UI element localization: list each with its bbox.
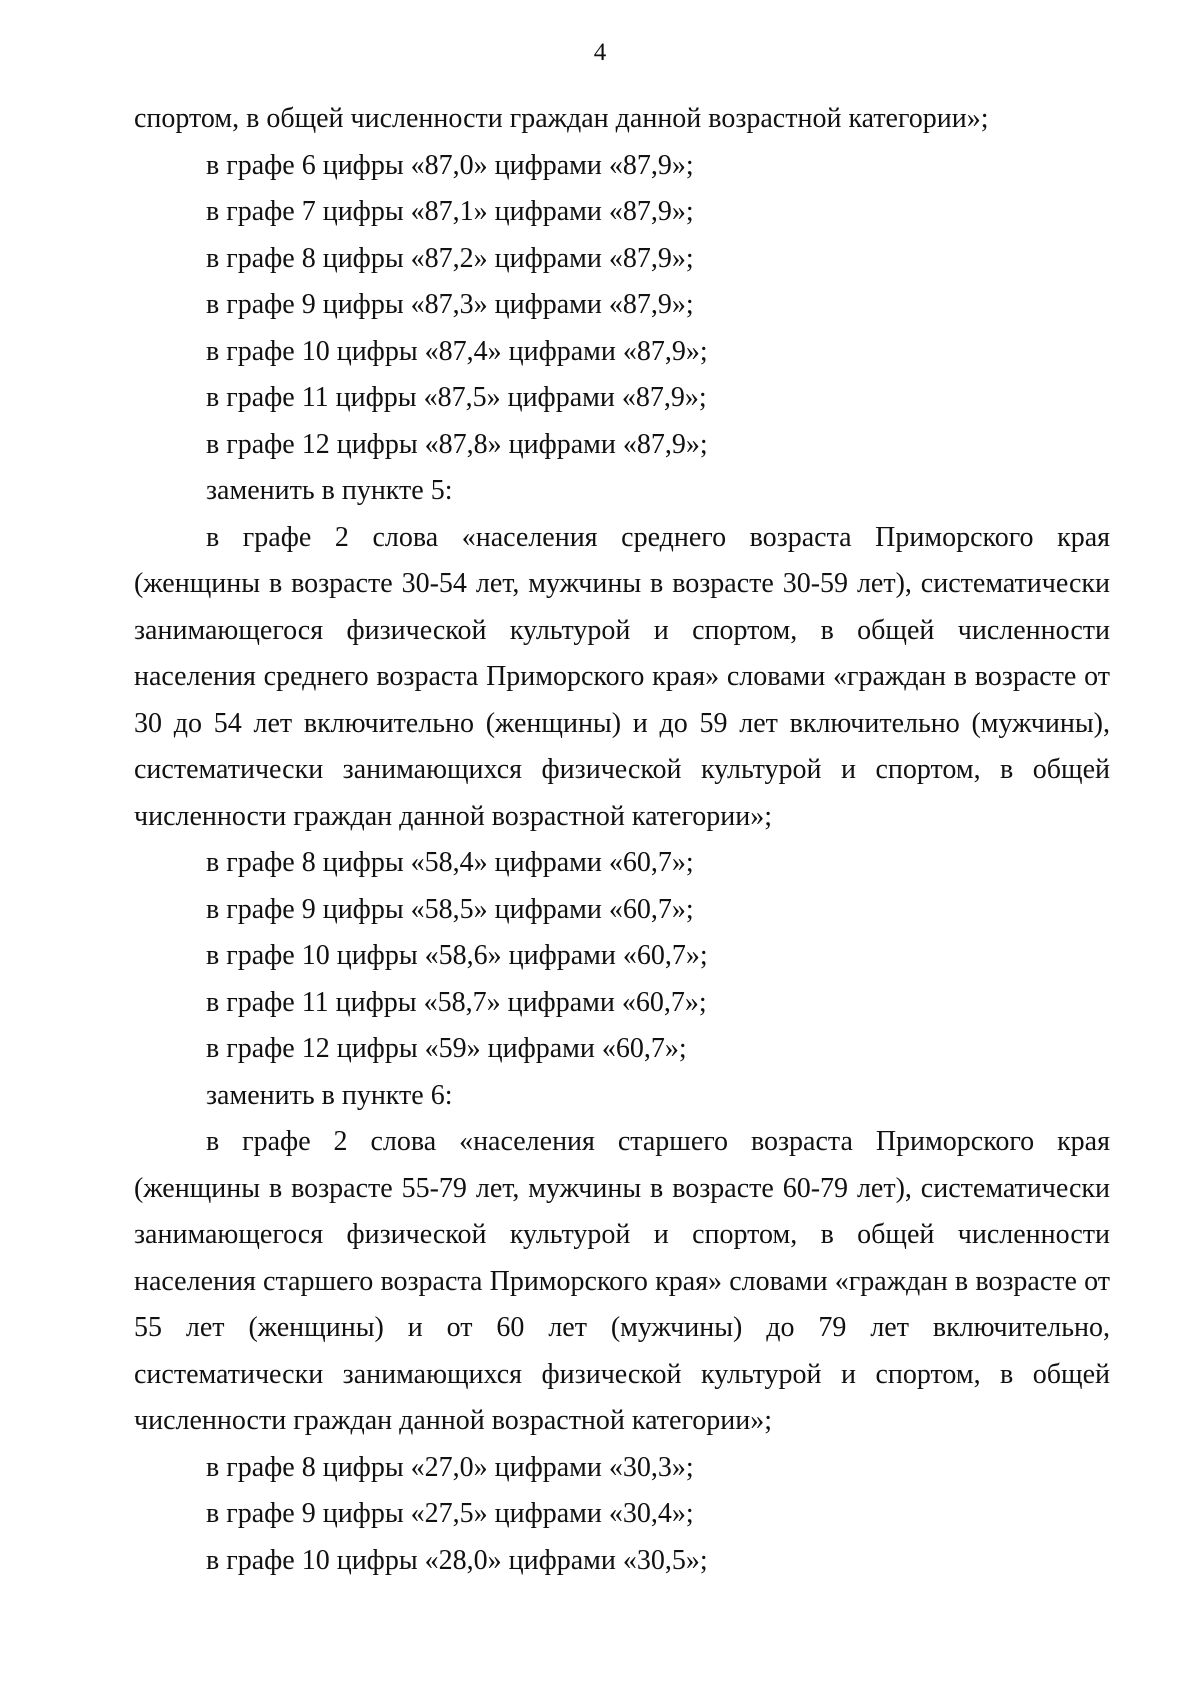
amendment-line: в графе 10 цифры «28,0» цифрами «30,5»; xyxy=(206,1544,708,1576)
amendment-paragraph: в графе 2 слова «населения среднего возраста Приморского края (женщины в возрасте 30-54 лет, мужчины в возрасте 30-59 лет), систематически занимающегося физической культурой и спортом, в общей численности населения среднего возраста Приморского края» словами «граждан в возрасте от 30 до 54 лет включительно (женщины) и до 59 лет включительно (мужчины), систематически занимающихся физической культурой и спортом, в общей численности граждан данной возрастной категории»; xyxy=(134,521,1110,832)
document-body xyxy=(134,96,1110,1584)
amendment-line: в графе 12 цифры «87,8» цифрами «87,9»; xyxy=(206,428,708,460)
amendment-line: в графе 9 цифры «58,5» цифрами «60,7»; xyxy=(206,893,694,925)
amendment-line: в графе 11 цифры «58,7» цифрами «60,7»; xyxy=(206,986,707,1018)
amendment-line: в графе 9 цифры «27,5» цифрами «30,4»; xyxy=(206,1498,694,1529)
amendment-paragraph: в графе 2 слова «населения старшего возраста Приморского края (женщины в возрасте 55-79 лет, мужчины в возрасте 60-79 лет), систематически занимающегося физической культурой и спортом, в общей численности населения старшего возраста Приморского края» словами «граждан в возрасте от 55 лет (женщины) и от 60 лет (мужчины) до 79 лет включительно, систематически занимающихся физической культурой и спортом, в общей численности граждан данной возрастной категории»; xyxy=(134,1126,1110,1436)
amendment-line: в графе 7 цифры «87,1» цифрами «87,9»; xyxy=(206,196,694,227)
amendment-line: в графе 8 цифры «87,2» цифрами «87,9»; xyxy=(206,242,694,274)
amendment-line: в графе 10 цифры «58,6» цифрами «60,7»; xyxy=(206,940,708,971)
amendment-line: в графе 11 цифры «87,5» цифрами «87,9»; xyxy=(206,382,707,413)
amendment-line: в графе 6 цифры «87,0» цифрами «87,9»; xyxy=(206,149,694,181)
paragraph-continuation: спортом, в общей численности граждан данной возрастной категории»; xyxy=(134,103,989,134)
amendment-line: в графе 10 цифры «87,4» цифрами «87,9»; xyxy=(206,335,708,367)
amendment-line: в графе 9 цифры «87,3» цифрами «87,9»; xyxy=(206,289,694,320)
section-heading-item-6: заменить в пункте 6: xyxy=(206,1079,453,1111)
amendment-line: в графе 8 цифры «27,0» цифрами «30,3»; xyxy=(206,1451,694,1483)
page-number: 4 xyxy=(593,39,607,66)
section-heading-item-5: заменить в пункте 5: xyxy=(206,475,453,506)
amendment-line: в графе 8 цифры «58,4» цифрами «60,7»; xyxy=(206,847,694,878)
amendment-line: в графе 12 цифры «59» цифрами «60,7»; xyxy=(206,1033,687,1064)
